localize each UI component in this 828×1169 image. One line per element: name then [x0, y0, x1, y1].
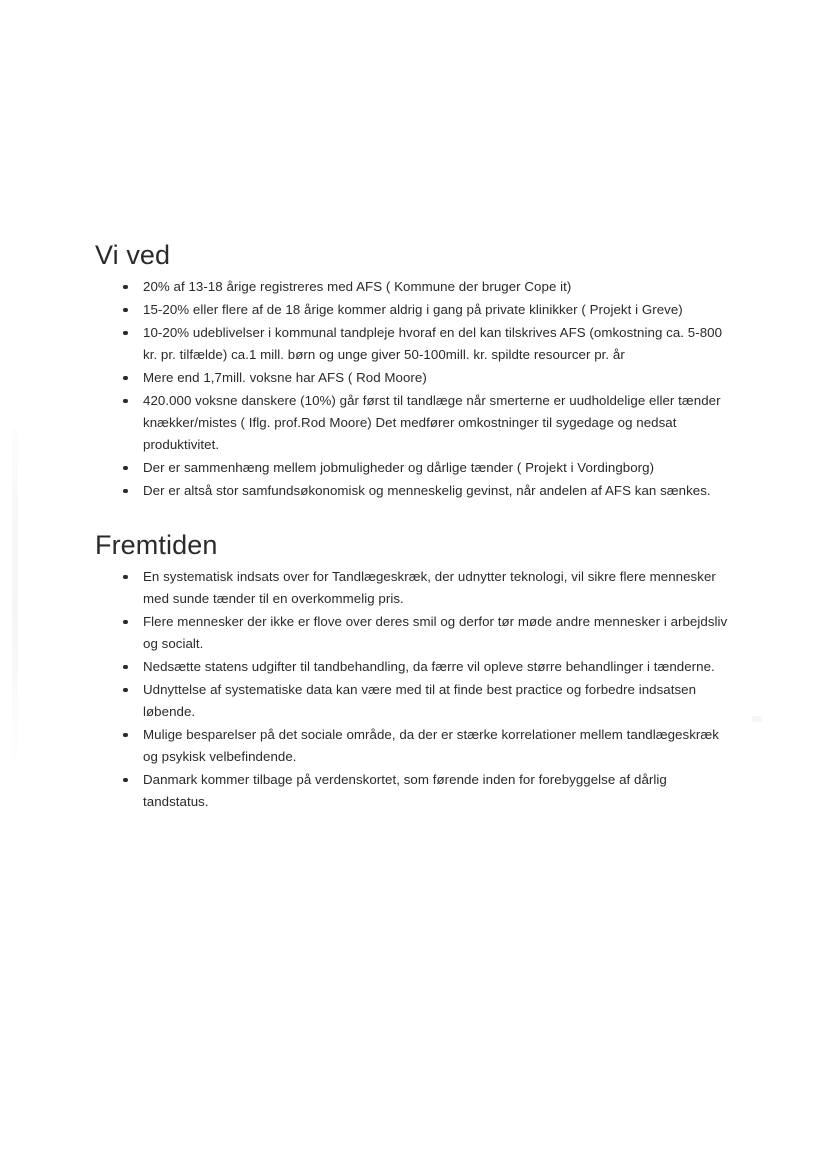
list-item: 420.000 voksne danskere (10%) går først til tandlæge når smerterne er uudholdelige eller tænder knækker/mistes ( Iflg. prof.Rod Moore) Det medfører omkostninger til sygedage og nedsat produktivitet. — [95, 390, 735, 456]
list-item: Flere mennesker der ikke er flove over deres smil og derfor tør møde andre mennesker i arbejdsliv og socialt. — [95, 611, 735, 655]
list-item: Udnyttelse af systematiske data kan være med til at finde best practice og forbedre indsatsen løbende. — [95, 679, 735, 723]
list-item: En systematisk indsats over for Tandlægeskræk, der udnytter teknologi, vil sikre flere mennesker med sunde tænder til en overkommelig pris. — [95, 566, 735, 610]
section-heading: Fremtiden — [95, 530, 218, 560]
list-item: Nedsætte statens udgifter til tandbehandling, da færre vil opleve større behandlinger i tænderne. — [95, 656, 735, 678]
section-vi-ved — [95, 238, 735, 502]
list-item: Mulige besparelser på det sociale område, da der er stærke korrelationer mellem tandlægeskræk og psykisk velbefindende. — [95, 724, 735, 768]
section-fremtiden — [95, 528, 735, 813]
list-item: Der er sammenhæng mellem jobmuligheder og dårlige tænder ( Projekt i Vordingborg) — [95, 457, 735, 479]
section-heading: Vi ved — [95, 240, 171, 270]
scan-edge-artifact — [12, 430, 18, 760]
bullet-list-vi-ved — [95, 276, 735, 502]
bullet-list-fremtiden — [95, 566, 735, 813]
list-item: Der er altså stor samfundsøkonomisk og menneskelig gevinst, når andelen af AFS kan sænkes. — [95, 480, 735, 502]
list-item: 20% af 13-18 årige registreres med AFS ( Kommune der bruger Cope it) — [95, 276, 735, 298]
list-item: 15-20% eller flere af de 18 årige kommer aldrig i gang på private klinikker ( Projekt i Greve) — [95, 299, 735, 321]
scan-speck-artifact — [752, 716, 762, 722]
list-item: Mere end 1,7mill. voksne har AFS ( Rod Moore) — [95, 367, 735, 389]
list-item: 10-20% udeblivelser i kommunal tandpleje hvoraf en del kan tilskrives AFS (omkostning ca. 5-800 kr. pr. tilfælde) ca.1 mill. børn og unge giver 50-100mill. kr. spildte resourcer pr. år — [95, 322, 735, 366]
document-body — [95, 238, 735, 814]
list-item: Danmark kommer tilbage på verdenskortet, som førende inden for forebyggelse af dårlig tandstatus. — [95, 769, 735, 813]
